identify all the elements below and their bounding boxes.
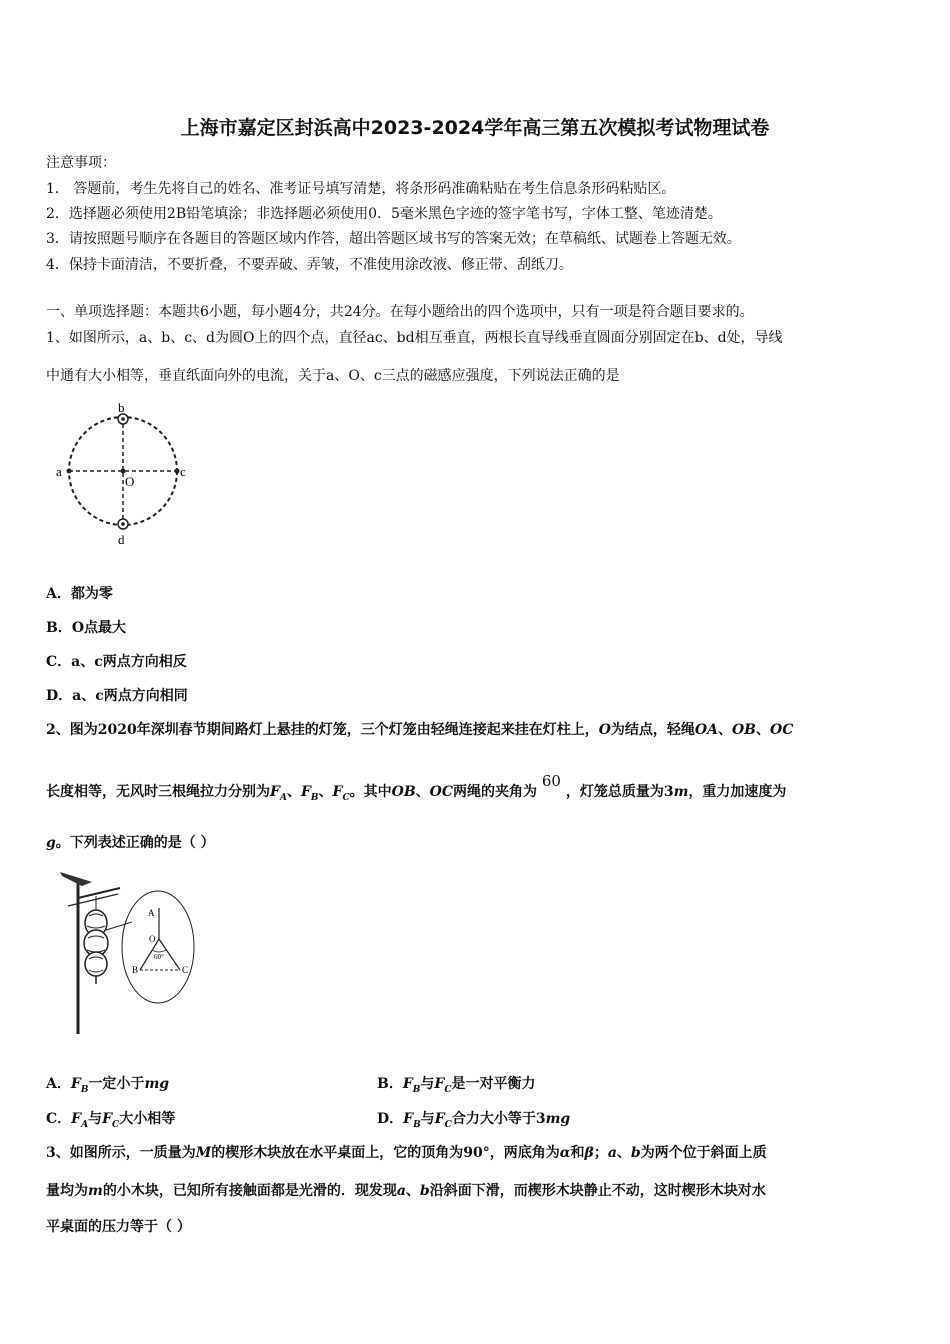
- q1-stem-line2: 中通有大小相等，垂直纸面向外的电流，关于a、O、c三点的磁感应强度，下列说法正确的是: [46, 368, 620, 384]
- label-c: C: [182, 965, 189, 975]
- label-a: a: [56, 464, 62, 479]
- label-d: d: [118, 532, 125, 547]
- q1-option-a: A．都为零: [46, 586, 113, 602]
- point-c: [175, 469, 180, 474]
- point-a: [67, 469, 72, 474]
- label-o: O: [125, 474, 135, 489]
- label-angle: 60°: [154, 953, 164, 961]
- notice-item: 3．请按照题号顺序在各题目的答题区域内作答，超出答题区域书写的答案无效；在草稿纸、试题卷上答题无效。: [46, 231, 741, 247]
- q2-option-b: B．$F_B$与$F_C$是一对平衡力: [377, 1076, 536, 1095]
- q1-option-c: C．a、c两点方向相反: [46, 654, 187, 670]
- notice-item: 2．选择题必须使用2B铅笔填涂；非选择题必须使用0．5毫米黑色字迹的签字笔书写，字体工整、笔迹清楚。: [46, 206, 722, 222]
- notice-heading: 注意事项：: [46, 155, 116, 171]
- q2-stem-line1: 2、图为2020年深圳春节期间路灯上悬挂的灯笼，三个灯笼由轻绳连接起来挂在灯柱上，O为结点，轻绳OA、OB、OC: [46, 722, 794, 738]
- section-heading: 一、单项选择题：本题共6小题，每小题4分，共24分。在每小题给出的四个选项中，只有一项是符合题目要求的。: [46, 304, 754, 320]
- page-title: 上海市嘉定区封浜高中2023-2024学年高三第五次模拟考试物理试卷: [180, 117, 770, 139]
- label-b: B: [132, 965, 139, 975]
- label-b: b: [118, 400, 125, 415]
- label-a: A: [148, 908, 155, 918]
- lamp-arm-2: [68, 894, 118, 906]
- lamp-head-icon: [60, 872, 92, 886]
- point-o: [121, 469, 126, 474]
- angle-value: 60: [541, 772, 561, 790]
- q2-option-d: D．$F_B$与$F_C$合力大小等于3mg: [377, 1111, 571, 1130]
- q2-stem-line3: g。下列表述正确的是（ ）: [46, 835, 215, 851]
- q3-stem-line1: 3、如图所示，一质量为M的楔形木块放在水平桌面上，它的顶角为90°，两底角为α和β；a、b为两个位于斜面上质: [46, 1145, 767, 1161]
- current-dot-b: [121, 417, 125, 421]
- notice-item: 4．保持卡面清洁，不要折叠，不要弄破、弄皱，不准使用涂改液、修正带、刮纸刀。: [46, 257, 573, 273]
- lamp-arm: [78, 888, 120, 898]
- q2-stem-line2: 长度相等，无风时三根绳拉力分别为$F_A$、$F_B$、$F_C$。其中OB、OC两绳的夹角为 60 ，灯笼总质量为3m，重力加速度为: [46, 772, 787, 803]
- q2-option-a: A．$F_B$一定小于mg: [46, 1076, 170, 1095]
- callout-line: [106, 922, 132, 930]
- angle-arc: [152, 950, 166, 952]
- callout-ellipse: [122, 891, 194, 1003]
- q3-stem-line3: 平桌面的压力等于（ ）: [46, 1219, 191, 1235]
- q1-circle-figure: [52, 398, 202, 548]
- q1-option-d: D．a、c两点方向相同: [46, 688, 188, 704]
- label-c: c: [180, 464, 186, 479]
- q2-option-c: C．$F_A$与$F_C$大小相等: [46, 1111, 176, 1130]
- label-o: O: [149, 934, 156, 944]
- q3-stem-line2: 量均为m的小木块，已知所有接触面都是光滑的．现发现a、b沿斜面下滑，而楔形木块静止不动，这时楔形木块对水: [46, 1183, 766, 1199]
- notice-item: 1． 答题前，考生先将自己的姓名、准考证号填写清楚，将条形码准确粘贴在考生信息条形码粘贴区。: [46, 181, 676, 197]
- q1-stem-line1: 1、如图所示，a、b、c、d为圆O上的四个点，直径ac、bd相互垂直，两根长直导线垂直圆面分别固定在b、d处，导线: [46, 330, 783, 346]
- current-dot-d: [121, 522, 125, 526]
- q1-option-b: B．O点最大: [46, 620, 127, 636]
- q2-lantern-figure: [52, 866, 202, 1041]
